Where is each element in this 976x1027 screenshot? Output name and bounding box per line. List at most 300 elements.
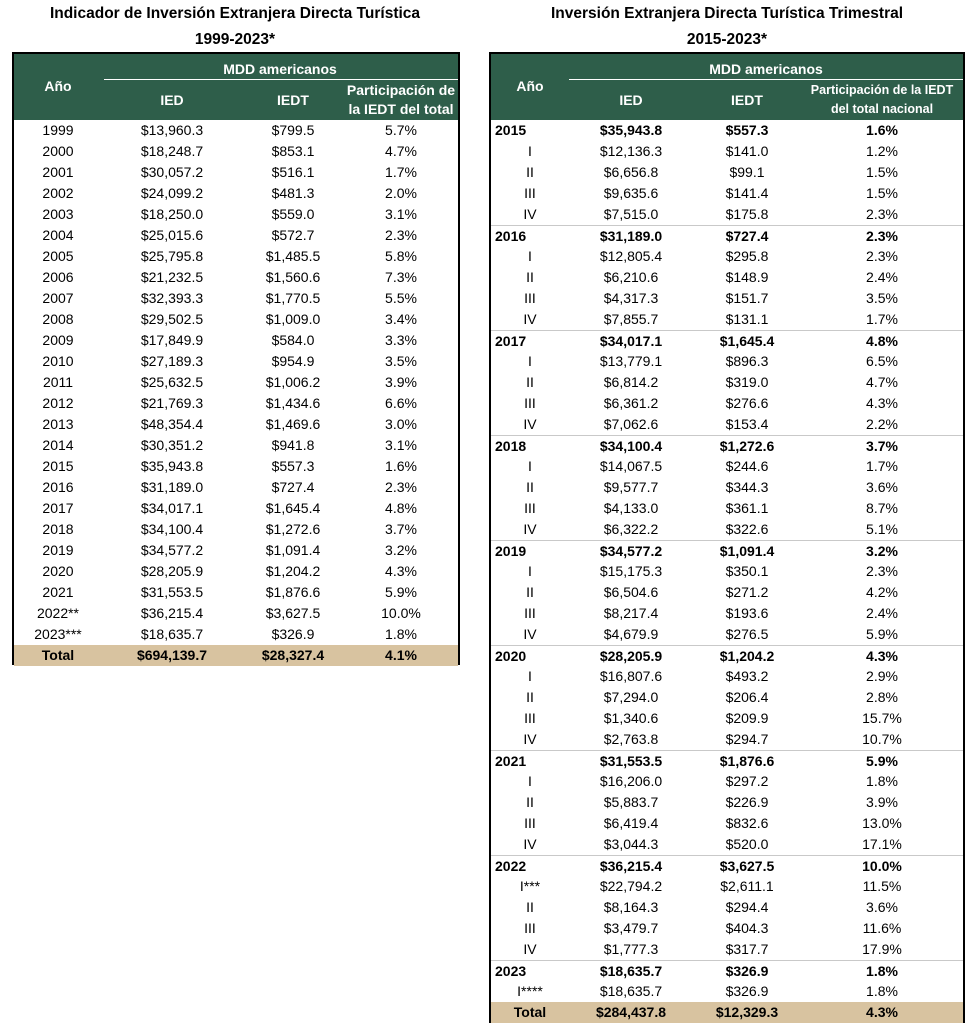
year-cell: 2010	[42, 353, 74, 369]
year-cell: 2016	[42, 479, 74, 495]
annual-table-row	[14, 225, 458, 246]
ied-cell: $16,206.0	[599, 773, 663, 789]
year-summary-row	[491, 120, 963, 141]
annual-table-row	[14, 351, 458, 372]
header-iedt: IEDT	[277, 92, 309, 108]
quarter-row	[491, 771, 963, 792]
annual-ied-table	[12, 52, 460, 665]
iedt-cell: $326.9	[271, 626, 315, 642]
quarterly-table-header	[491, 54, 963, 120]
quarter-cell: I	[528, 458, 532, 474]
share-cell: 2.3%	[385, 479, 417, 495]
iedt-cell: $276.5	[725, 626, 769, 642]
iedt-cell: $1,091.4	[719, 543, 775, 559]
share-cell: 15.7%	[862, 710, 902, 726]
total-share: 4.1%	[385, 647, 417, 663]
right-title-line1: Inversión Extranjera Directa Turística Trimestral	[550, 5, 904, 22]
quarter-cell: IV	[523, 836, 537, 852]
quarter-row	[491, 729, 963, 750]
iedt-cell: $727.4	[725, 228, 769, 244]
ied-cell: $12,805.4	[599, 248, 663, 264]
share-cell: 4.2%	[866, 584, 898, 600]
ied-cell: $4,133.0	[603, 500, 659, 516]
iedt-cell: $941.8	[271, 437, 315, 453]
total-iedt: $28,327.4	[261, 647, 325, 663]
quarter-row	[491, 498, 963, 519]
ied-cell: $14,067.5	[599, 458, 663, 474]
ied-cell: $36,215.4	[140, 605, 204, 621]
share-cell: 4.3%	[866, 395, 898, 411]
total-ied: $284,437.8	[595, 1004, 667, 1020]
share-cell: 7.3%	[385, 269, 417, 285]
ied-cell: $30,351.2	[140, 437, 204, 453]
year-cell: 2001	[42, 164, 74, 180]
annual-table-row	[14, 330, 458, 351]
quarter-cell: III	[524, 605, 536, 621]
share-cell: 1.5%	[866, 185, 898, 201]
ied-cell: $13,960.3	[140, 122, 204, 138]
iedt-cell: $3,627.5	[265, 605, 321, 621]
header-ied: IED	[619, 92, 643, 108]
share-cell: 5.1%	[866, 521, 898, 537]
year-summary-row	[491, 330, 963, 351]
iedt-cell: $1,006.2	[265, 374, 321, 390]
share-cell: 2.3%	[385, 227, 417, 243]
ied-cell: $35,943.8	[140, 458, 204, 474]
quarter-cell: I	[528, 353, 532, 369]
annual-table-row	[14, 183, 458, 204]
iedt-cell: $557.3	[725, 122, 769, 138]
annual-table-row	[14, 435, 458, 456]
share-cell: 3.0%	[385, 416, 417, 432]
quarter-row	[491, 456, 963, 477]
quarter-cell: III	[524, 920, 536, 936]
total-share: 4.3%	[866, 1004, 898, 1020]
share-cell: 4.3%	[866, 648, 898, 664]
quarter-cell: III	[524, 290, 536, 306]
right-table-title	[489, 1, 965, 53]
iedt-cell: $493.2	[725, 668, 769, 684]
share-cell: 1.2%	[866, 143, 898, 159]
ied-cell: $32,393.3	[140, 290, 204, 306]
annual-table-row	[14, 204, 458, 225]
iedt-cell: $326.9	[725, 983, 769, 999]
year-summary-row	[491, 750, 963, 771]
share-cell: 1.8%	[866, 963, 898, 979]
share-cell: 1.6%	[385, 458, 417, 474]
ied-cell: $7,062.6	[603, 416, 659, 432]
quarter-row	[491, 834, 963, 855]
iedt-cell: $559.0	[271, 206, 315, 222]
quarter-cell: I	[528, 143, 532, 159]
quarter-cell: II	[526, 899, 534, 915]
iedt-cell: $2,611.1	[720, 878, 774, 894]
year-cell: 2016	[495, 228, 527, 244]
quarter-row	[491, 687, 963, 708]
share-cell: 5.5%	[385, 290, 417, 306]
iedt-cell: $1,009.0	[265, 311, 321, 327]
iedt-cell: $209.9	[725, 710, 769, 726]
share-cell: 3.3%	[385, 332, 417, 348]
header-share	[344, 81, 458, 119]
ied-cell: $7,515.0	[603, 206, 659, 222]
annual-table-row	[14, 309, 458, 330]
iedt-cell: $99.1	[729, 164, 765, 180]
iedt-cell: $1,204.2	[265, 563, 321, 579]
quarter-row	[491, 267, 963, 288]
ied-cell: $18,635.7	[599, 983, 663, 999]
iedt-cell: $148.9	[725, 269, 769, 285]
share-cell: 5.9%	[866, 626, 898, 642]
header-share-line1: Participación de la IEDT	[810, 83, 954, 97]
share-cell: 1.5%	[866, 164, 898, 180]
header-share-line1: Participación de	[346, 82, 456, 98]
ied-cell: $24,099.2	[140, 185, 204, 201]
header-ied: IED	[160, 92, 184, 108]
iedt-cell: $175.8	[725, 206, 769, 222]
year-cell: 2002	[42, 185, 74, 201]
quarter-row	[491, 708, 963, 729]
quarter-row	[491, 561, 963, 582]
ied-cell: $48,354.4	[140, 416, 204, 432]
iedt-cell: $294.7	[725, 731, 769, 747]
ied-cell: $31,189.0	[599, 228, 663, 244]
year-cell: 2018	[495, 438, 527, 454]
ied-cell: $17,849.9	[140, 332, 204, 348]
share-cell: 5.8%	[385, 248, 417, 264]
ied-cell: $6,361.2	[603, 395, 659, 411]
ied-cell: $6,504.6	[603, 584, 659, 600]
ied-cell: $13,779.1	[599, 353, 663, 369]
iedt-cell: $1,770.5	[265, 290, 321, 306]
ied-cell: $3,479.7	[603, 920, 659, 936]
quarter-cell: III	[524, 185, 536, 201]
ied-cell: $25,632.5	[140, 374, 204, 390]
iedt-cell: $141.4	[725, 185, 769, 201]
ied-cell: $18,635.7	[599, 963, 663, 979]
share-cell: 3.2%	[385, 542, 417, 558]
quarter-row	[491, 813, 963, 834]
share-cell: 2.3%	[866, 206, 898, 222]
quarter-cell: I	[528, 248, 532, 264]
ied-cell: $3,044.3	[603, 836, 659, 852]
iedt-cell: $153.4	[725, 416, 769, 432]
share-cell: 2.4%	[866, 605, 898, 621]
ied-cell: $34,017.1	[140, 500, 204, 516]
iedt-cell: $954.9	[271, 353, 315, 369]
iedt-cell: $853.1	[271, 143, 315, 159]
annual-table-row	[14, 414, 458, 435]
share-cell: 4.7%	[385, 143, 417, 159]
annual-table-row	[14, 582, 458, 603]
share-cell: 3.5%	[385, 353, 417, 369]
iedt-cell: $1,560.6	[265, 269, 321, 285]
iedt-cell: $141.0	[725, 143, 769, 159]
iedt-cell: $350.1	[725, 563, 769, 579]
annual-table-body	[14, 120, 458, 645]
share-cell: 3.9%	[866, 794, 898, 810]
iedt-cell: $244.6	[725, 458, 769, 474]
iedt-cell: $1,645.4	[719, 333, 775, 349]
annual-table-row	[14, 162, 458, 183]
share-cell: 17.9%	[862, 941, 902, 957]
iedt-cell: $1,434.6	[265, 395, 321, 411]
share-cell: 3.1%	[385, 206, 417, 222]
year-summary-row	[491, 225, 963, 246]
share-cell: 1.8%	[866, 773, 898, 789]
annual-table-row	[14, 120, 458, 141]
ied-cell: $31,189.0	[140, 479, 204, 495]
annual-table-row	[14, 498, 458, 519]
share-cell: 2.9%	[866, 668, 898, 684]
ied-cell: $15,175.3	[599, 563, 663, 579]
quarter-row	[491, 792, 963, 813]
iedt-cell: $1,204.2	[719, 648, 775, 664]
year-cell: 2015	[495, 122, 527, 138]
ied-cell: $7,294.0	[603, 689, 659, 705]
share-cell: 2.3%	[866, 228, 898, 244]
ied-cell: $25,795.8	[140, 248, 204, 264]
iedt-cell: $297.2	[725, 773, 769, 789]
iedt-cell: $317.7	[725, 941, 769, 957]
quarter-cell: IV	[523, 941, 537, 957]
share-cell: 10.0%	[381, 605, 421, 621]
share-cell: 3.1%	[385, 437, 417, 453]
share-cell: 1.7%	[866, 458, 898, 474]
total-ied: $694,139.7	[136, 647, 208, 663]
quarter-row	[491, 918, 963, 939]
quarterly-table-body	[491, 120, 963, 1002]
ied-cell: $34,577.2	[599, 543, 663, 559]
share-cell: 4.8%	[385, 500, 417, 516]
left-title-line2: 1999-2023*	[194, 31, 276, 48]
ied-cell: $22,794.2	[599, 878, 663, 894]
ied-cell: $29,502.5	[140, 311, 204, 327]
share-cell: 10.0%	[862, 858, 902, 874]
annual-table-row	[14, 267, 458, 288]
share-cell: 1.6%	[866, 122, 898, 138]
header-currency-group: MDD americanos	[223, 61, 337, 77]
share-cell: 1.8%	[866, 983, 898, 999]
quarter-cell: IV	[523, 731, 537, 747]
year-summary-row	[491, 645, 963, 666]
annual-table-header	[14, 54, 458, 120]
year-cell: 2006	[42, 269, 74, 285]
ied-cell: $34,577.2	[140, 542, 204, 558]
share-cell: 3.6%	[866, 479, 898, 495]
header-year: Año	[44, 78, 72, 94]
quarter-row	[491, 981, 963, 1002]
quarter-row	[491, 372, 963, 393]
share-cell: 5.7%	[385, 122, 417, 138]
iedt-cell: $1,469.6	[265, 416, 321, 432]
ied-cell: $6,322.2	[603, 521, 659, 537]
ied-cell: $34,100.4	[599, 438, 663, 454]
quarter-row	[491, 582, 963, 603]
ied-cell: $12,136.3	[599, 143, 663, 159]
ied-cell: $4,317.3	[603, 290, 659, 306]
total-label: Total	[513, 1004, 547, 1020]
share-cell: 6.6%	[385, 395, 417, 411]
year-summary-row	[491, 855, 963, 876]
iedt-cell: $557.3	[271, 458, 315, 474]
year-cell: 2017	[495, 333, 527, 349]
iedt-cell: $226.9	[725, 794, 769, 810]
quarter-cell: I	[528, 563, 532, 579]
quarter-cell: IV	[523, 311, 537, 327]
year-cell: 2019	[42, 542, 74, 558]
total-iedt: $12,329.3	[715, 1004, 779, 1020]
ied-cell: $8,164.3	[603, 899, 659, 915]
annual-table-row	[14, 141, 458, 162]
quarter-cell: III	[524, 710, 536, 726]
share-cell: 6.5%	[866, 353, 898, 369]
quarter-cell: II	[526, 374, 534, 390]
quarter-cell: I***	[519, 878, 541, 894]
share-cell: 11.5%	[862, 878, 902, 894]
header-share-line2: del total nacional	[830, 102, 934, 116]
ied-cell: $34,100.4	[140, 521, 204, 537]
iedt-cell: $1,876.6	[719, 753, 775, 769]
share-cell: 3.4%	[385, 311, 417, 327]
ied-cell: $9,635.6	[603, 185, 659, 201]
quarter-row	[491, 876, 963, 897]
header-share-line2: la IEDT del total	[348, 101, 454, 117]
ied-cell: $25,015.6	[140, 227, 204, 243]
iedt-cell: $1,272.6	[719, 438, 775, 454]
annual-table-row	[14, 540, 458, 561]
share-cell: 1.7%	[385, 164, 417, 180]
year-cell: 2007	[42, 290, 74, 306]
iedt-cell: $832.6	[725, 815, 769, 831]
quarter-cell: II	[526, 164, 534, 180]
ied-cell: $6,419.4	[603, 815, 659, 831]
share-cell: 8.7%	[866, 500, 898, 516]
iedt-cell: $584.0	[271, 332, 315, 348]
iedt-cell: $1,485.5	[265, 248, 321, 264]
header-group-underline	[569, 79, 963, 80]
ied-cell: $28,205.9	[140, 563, 204, 579]
quarter-row	[491, 414, 963, 435]
share-cell: 3.7%	[385, 521, 417, 537]
header-iedt: IEDT	[731, 92, 763, 108]
ied-cell: $18,635.7	[140, 626, 204, 642]
share-cell: 3.6%	[866, 899, 898, 915]
year-cell: 2020	[495, 648, 527, 664]
iedt-cell: $326.9	[725, 963, 769, 979]
year-summary-row	[491, 435, 963, 456]
iedt-cell: $131.1	[725, 311, 769, 327]
year-cell: 2015	[42, 458, 74, 474]
annual-table-row	[14, 603, 458, 624]
year-cell: 2009	[42, 332, 74, 348]
share-cell: 5.9%	[866, 753, 898, 769]
share-cell: 2.3%	[866, 563, 898, 579]
quarter-cell: I	[528, 668, 532, 684]
annual-table-row	[14, 246, 458, 267]
quarter-cell: I	[528, 773, 532, 789]
quarter-cell: IV	[523, 206, 537, 222]
share-cell: 10.7%	[862, 731, 902, 747]
year-cell: 2004	[42, 227, 74, 243]
year-cell: 2019	[495, 543, 527, 559]
year-cell: 2020	[42, 563, 74, 579]
ied-cell: $5,883.7	[603, 794, 659, 810]
share-cell: 4.8%	[866, 333, 898, 349]
year-cell: 1999	[42, 122, 74, 138]
left-table-title	[0, 1, 470, 53]
annual-table-row	[14, 624, 458, 645]
year-cell: 2014	[42, 437, 74, 453]
header-year: Año	[516, 78, 544, 94]
year-cell: 2023	[495, 963, 527, 979]
ied-cell: $1,777.3	[603, 941, 659, 957]
iedt-cell: $799.5	[271, 122, 315, 138]
quarter-cell: IV	[523, 626, 537, 642]
iedt-cell: $151.7	[725, 290, 769, 306]
share-cell: 3.7%	[866, 438, 898, 454]
iedt-cell: $516.1	[271, 164, 315, 180]
annual-table-row	[14, 372, 458, 393]
share-cell: 2.8%	[866, 689, 898, 705]
iedt-cell: $361.1	[725, 500, 769, 516]
quarter-cell: II	[526, 269, 534, 285]
quarter-row	[491, 624, 963, 645]
iedt-cell: $206.4	[725, 689, 769, 705]
annual-table-row	[14, 456, 458, 477]
ied-cell: $28,205.9	[599, 648, 663, 664]
ied-cell: $34,017.1	[599, 333, 663, 349]
ied-cell: $21,769.3	[140, 395, 204, 411]
share-cell: 2.3%	[866, 248, 898, 264]
iedt-cell: $1,091.4	[265, 542, 321, 558]
year-summary-row	[491, 960, 963, 981]
annual-total-row	[14, 645, 458, 666]
right-title-line2: 2015-2023*	[686, 31, 768, 48]
quarterly-total-row	[491, 1002, 963, 1023]
ied-cell: $8,217.4	[603, 605, 659, 621]
quarter-row	[491, 519, 963, 540]
share-cell: 3.9%	[385, 374, 417, 390]
share-cell: 3.2%	[866, 543, 898, 559]
ied-cell: $35,943.8	[599, 122, 663, 138]
share-cell: 5.9%	[385, 584, 417, 600]
quarter-row	[491, 183, 963, 204]
quarter-cell: III	[524, 815, 536, 831]
iedt-cell: $344.3	[725, 479, 769, 495]
year-cell: 2017	[42, 500, 74, 516]
share-cell: 13.0%	[862, 815, 902, 831]
header-share	[801, 81, 963, 119]
quarter-cell: IV	[523, 521, 537, 537]
share-cell: 1.7%	[866, 311, 898, 327]
ied-cell: $31,553.5	[599, 753, 663, 769]
ied-cell: $4,679.9	[603, 626, 659, 642]
quarter-row	[491, 246, 963, 267]
iedt-cell: $520.0	[725, 836, 769, 852]
ied-cell: $27,189.3	[140, 353, 204, 369]
iedt-cell: $1,645.4	[265, 500, 321, 516]
iedt-cell: $1,876.6	[265, 584, 321, 600]
share-cell: 4.3%	[385, 563, 417, 579]
share-cell: 2.2%	[866, 416, 898, 432]
year-cell: 2011	[42, 374, 74, 390]
ied-cell: $6,814.2	[603, 374, 659, 390]
quarter-row	[491, 162, 963, 183]
ied-cell: $7,855.7	[603, 311, 659, 327]
ied-cell: $21,232.5	[140, 269, 204, 285]
iedt-cell: $295.8	[725, 248, 769, 264]
